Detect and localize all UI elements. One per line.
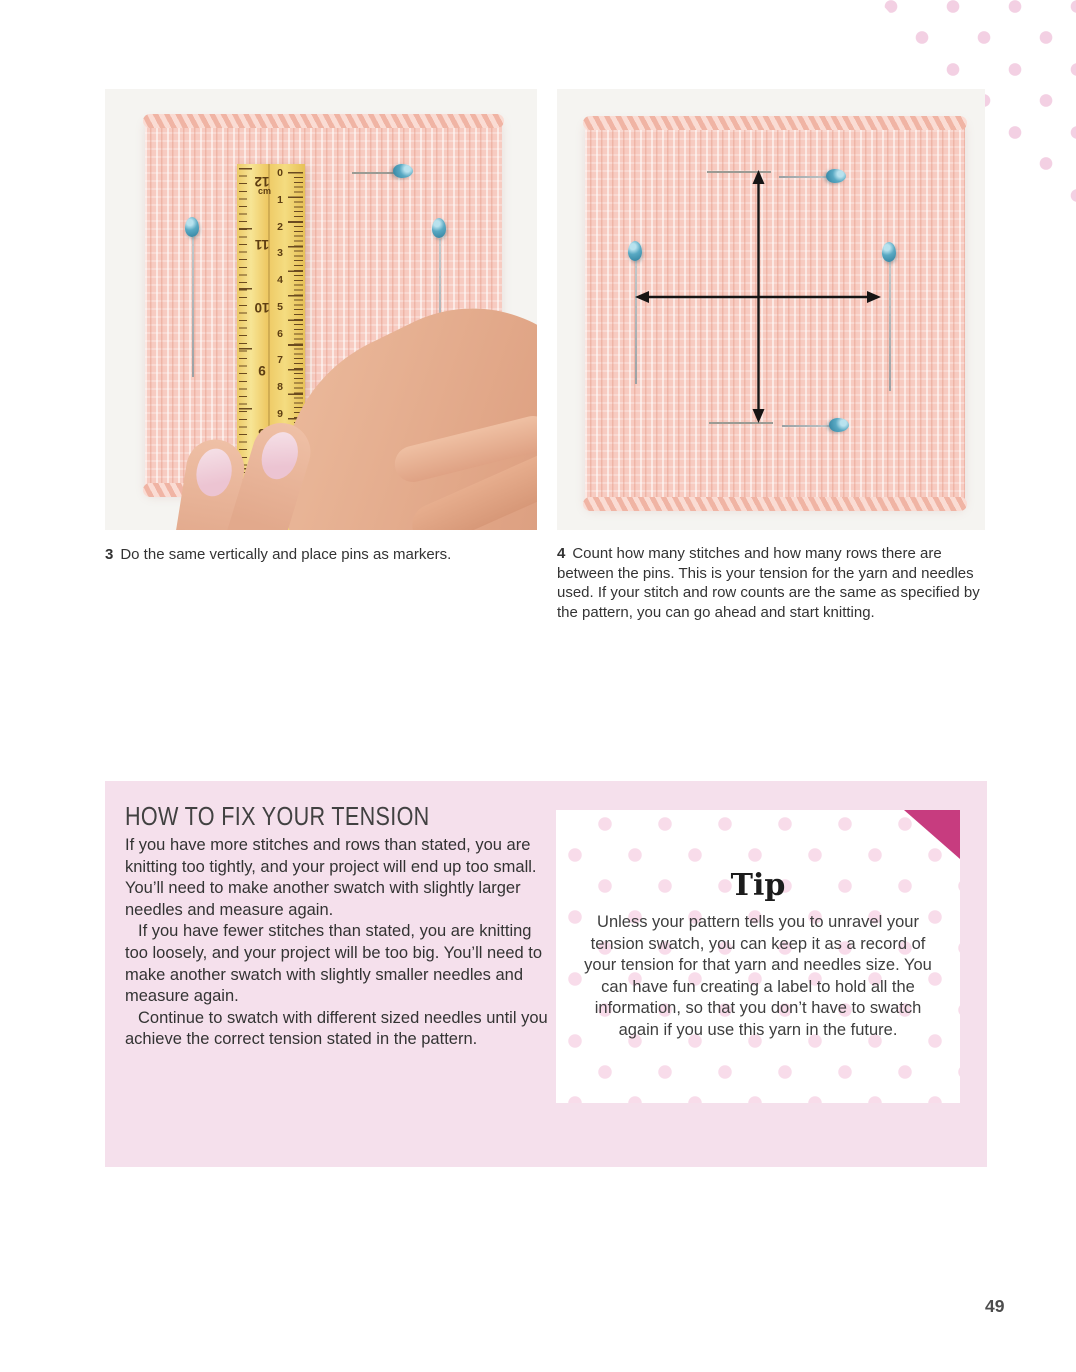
caption-step-4 [557, 544, 999, 622]
tension-fix-panel [105, 781, 987, 1167]
paragraph: Continue to swatch with different sized needles until you achieve the correct tension stated in the pattern. [125, 1008, 548, 1049]
ruler-unit-label: cm [257, 186, 271, 196]
section-heading: HOW TO FIX YOUR TENSION [125, 801, 430, 831]
fingernail [256, 428, 304, 484]
caption-step-3 [105, 545, 550, 565]
pin-icon [432, 218, 446, 238]
caption-text: Do the same vertically and place pins as markers. [120, 546, 452, 563]
tip-title: Tip [730, 868, 786, 903]
tip-body: Unless your pattern tells you to unravel your tension swatch, you can keep it as a record of your tension for that yarn and needles size. You can have fun creating a label to hold all the information, so that you don’t have to swatch again if you use this yarn in the future. [584, 913, 932, 1039]
section-body [125, 835, 555, 1051]
caption-text: Count how many stitches and how many rows there are between the pins. This is your tension for the yarn and needles used. If your stitch and row counts are the same as specified by the pattern, you can go ahead and start knitting. [557, 545, 980, 621]
pin-needle [192, 237, 194, 377]
ruler-cm-numbers: 0 1 2 3 4 5 6 7 8 9 [277, 167, 283, 420]
ruler-inch-numbers: 12 11 10 9 [254, 174, 270, 378]
photo-swatch-with-ruler [105, 89, 537, 530]
page-number: 49 [985, 1296, 1005, 1316]
tip-box [556, 810, 960, 1103]
cast-off-edge [143, 114, 504, 128]
step-number: 3 [105, 546, 114, 563]
pin-icon [185, 217, 199, 237]
paragraph: If you have fewer stitches than stated, you are knitting too loosely, and your project will be too big. You’ll need to make another swatch with slightly smaller needles and measure again. [125, 922, 543, 1006]
step-number: 4 [557, 545, 566, 562]
photo-swatch-with-arrows [557, 89, 985, 530]
measurement-arrows-icon [557, 89, 985, 530]
corner-ribbon-icon [904, 810, 960, 859]
fingernail [193, 446, 235, 499]
paragraph: If you have more stitches and rows than stated, you are knitting too tightly, and your project will end up too small. You’ll need to make another swatch with slightly larger needles and measure again. [125, 836, 537, 919]
